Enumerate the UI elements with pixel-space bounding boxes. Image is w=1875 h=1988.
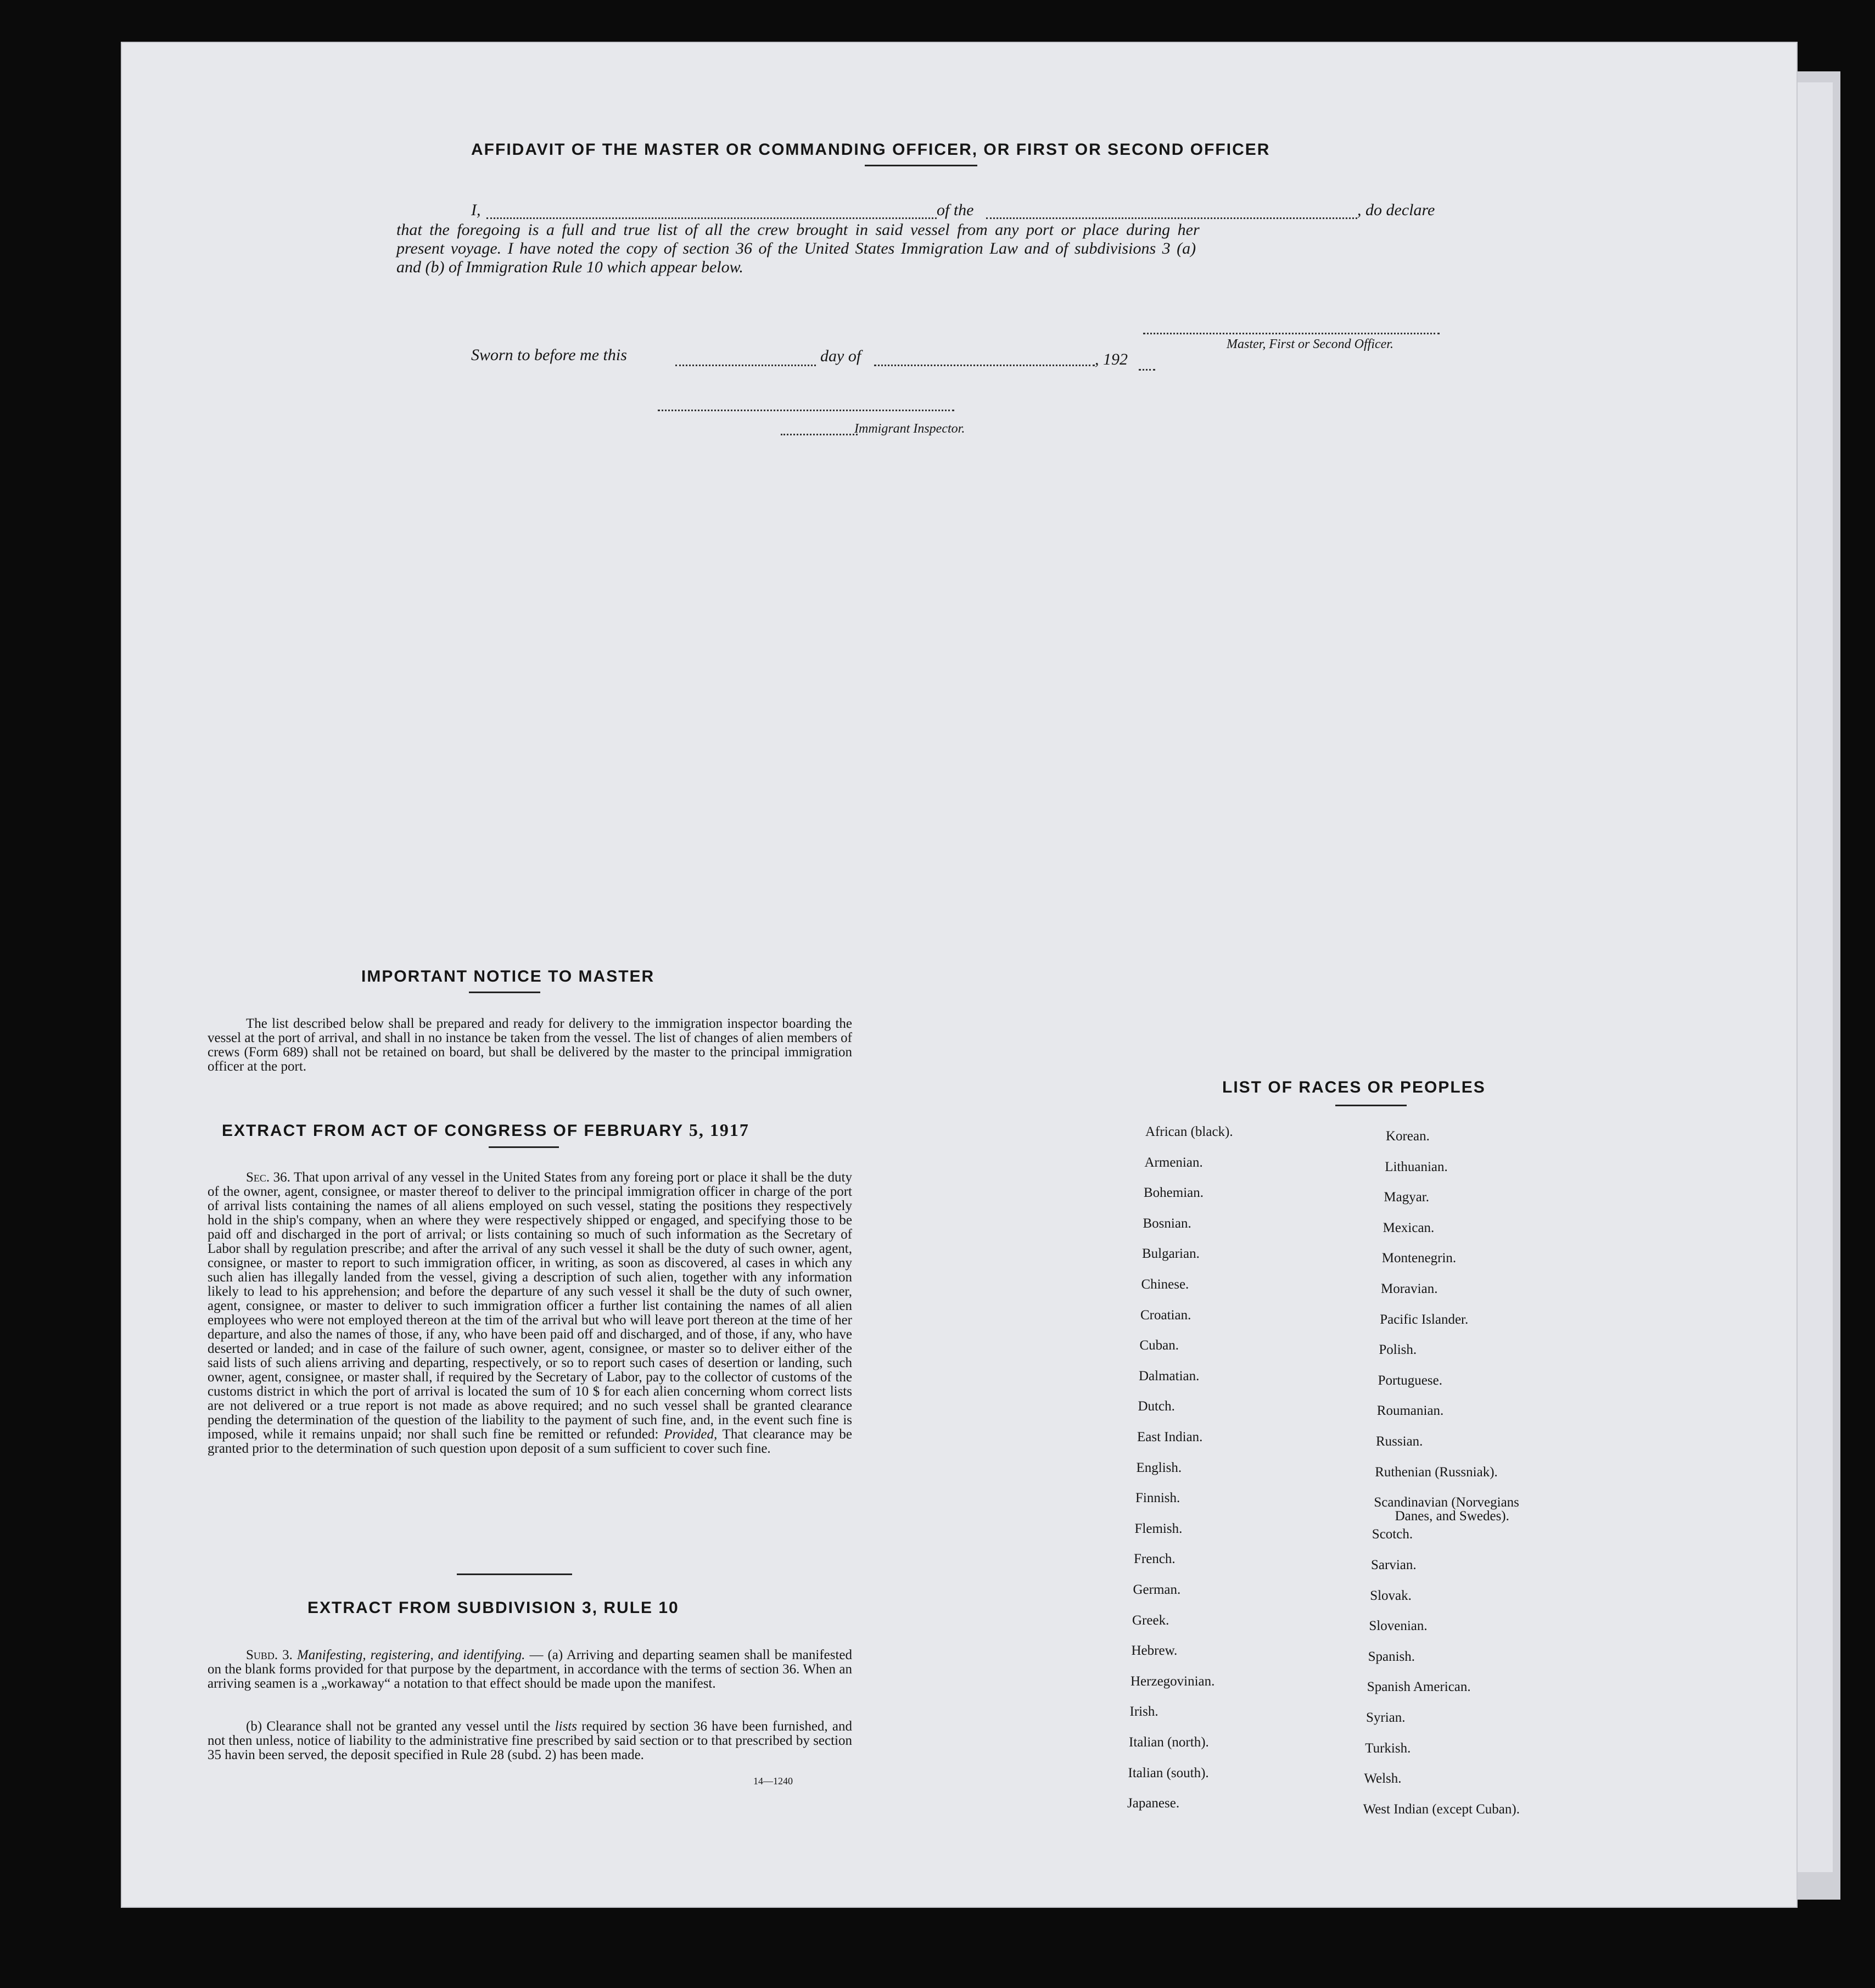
race-item: German.: [1133, 1582, 1181, 1597]
races-title: LIST OF RACES OR PEOPLES: [1222, 1078, 1486, 1096]
act-extract-text: [208, 1171, 852, 1456]
race-item: African (black).: [1145, 1124, 1233, 1139]
act-title-date: 5, 1917: [689, 1120, 749, 1140]
race-item: Spanish American.: [1367, 1679, 1471, 1695]
section-body: That upon arrival of any vessel in the United States from any foreing port or place it shall be the duty of the owner, agent, consignee, or master thereof to deliver to the principal immigration officer in charge of the port of arrival lists containing the names of all aliens employed on such vessel, stating the positions they respectively hold in the ship's company, when an where they were respectively shipped or engaged, and specifying those to be paid off and discharged in the port of arrival; or lists containing so much of such information as the Secretary of Labor shall by regulation prescribe; and after the arrival of any such vessel it shall be the duty of such owner, agent, consignee, or master to report to such immigration officer, in writing, as soon as discovered, al cases in which any such alien has illegally landed from the vessel, giving a description of such alien, together with any information likely to lead to his apprehension; and before the departure of any such vessel it shall be the duty of such owner, agent, consignee, or master to deliver to such immigration officer a further list containing the names of all alien employees who were not employed thereon at the tim of the arrival but who will leave port thereon at the time of her departure, and also the names of those, if any, who have been paid off and discharged, and of those, if any, who have deserted or landed; and in case of the failure of such owner, agent, consignee, or master so to deliver either of the said lists of such aliens arriving and departing, respectively, or so to report such cases of desertion or landing, such owner, agent, consignee, or master shall, if required by the Secretary of Labor, pay to the collector of customs of the customs district in which the port of arrival is located the sum of 10 $ for each alien concerning whom correct lists are not delivered or a true report is not made as above required; and no such vessel shall be granted clearance pending the determination of the question of the liability to the payment of such fine, and, in the event such fine is imposed, while it remains unpaid; nor shall such fine be remitted or refunded:: [208, 1170, 852, 1442]
affidavit-title: AFFIDAVIT OF THE MASTER OR COMMANDING OFFICER, OR FIRST OR SECOND OFFICER: [471, 141, 1270, 159]
race-item: Slovenian.: [1369, 1619, 1428, 1634]
subd-label: Subd. 3.: [246, 1648, 293, 1662]
provided-label: Provided,: [664, 1427, 718, 1442]
race-item: French.: [1134, 1552, 1176, 1567]
act-end-divider: [457, 1573, 572, 1575]
day-blank[interactable]: [675, 365, 816, 366]
race-item: Croatian.: [1140, 1307, 1191, 1323]
year-label: , 192: [1095, 350, 1128, 368]
race-item: Dalmatian.: [1139, 1368, 1200, 1384]
race-item: West Indian (except Cuban).: [1363, 1801, 1520, 1817]
race-item: Japanese.: [1127, 1796, 1180, 1811]
notice-title: IMPORTANT NOTICE TO MASTER: [361, 967, 655, 985]
affidavit-line-1: that the foregoing is a full and true list of all the crew brought in said vessel from any port or place during her: [396, 221, 1200, 239]
race-item: Finnish.: [1135, 1491, 1180, 1506]
section-body-end: That clearance may be granted prior to the determination of such question upon deposit of a sum sufficient to cover such fine.: [208, 1427, 852, 1456]
rule-extract-text-b: [208, 1720, 852, 1762]
sworn-label: Sworn to before me this: [471, 346, 627, 364]
race-item: Lithuanian.: [1385, 1159, 1448, 1174]
race-item: Herzegovinian.: [1130, 1673, 1215, 1689]
notice-divider: [469, 992, 540, 993]
notice-text: The list described below shall be prepared and ready for delivery to the immigration inspector boarding the vessel at the port of arrival, and shall in no instance be taken from the vessel. The list of changes of alien members of crews (Form 689) shall not be retained on board, but shall be delivered by the master to the principal immigration officer at the port.: [208, 1016, 852, 1074]
affidavit-line-2: present voyage. I have noted the copy of section 36 of the United States Immigration Law and of subdivisions 3 (a): [396, 239, 1196, 257]
race-item: Montenegrin.: [1381, 1251, 1457, 1266]
race-item: Polish.: [1379, 1342, 1417, 1358]
race-item: Bulgarian.: [1142, 1246, 1200, 1262]
inspector-signature-line[interactable]: [658, 410, 954, 411]
document-page: [122, 43, 1796, 1907]
para-a: — (a) Arriving and departing seamen shall be manifested on the blank forms provided for that purpose by the department, in accordance with the terms of section 36. When an arriving seamen is a „workaway“ a notation to that effect should be made upon the manifest.: [208, 1648, 853, 1691]
i-label: I,: [471, 201, 481, 219]
race-item: Spanish.: [1368, 1649, 1415, 1664]
race-item: Cuban.: [1139, 1338, 1179, 1353]
name-blank: [486, 217, 937, 219]
subd-heading: Manifesting, registering, and identifying.: [296, 1648, 525, 1662]
year-blank[interactable]: [1139, 369, 1155, 371]
race-item: Bosnian.: [1143, 1216, 1191, 1231]
race-item: Hebrew.: [1131, 1643, 1178, 1659]
officer-signature-caption: Master, First or Second Officer.: [1227, 337, 1393, 351]
race-item: Mexican.: [1383, 1220, 1435, 1235]
race-item: Italian (north).: [1129, 1735, 1209, 1750]
section-label: Sec. 36.: [246, 1170, 290, 1185]
race-item: Pacific Islander.: [1380, 1312, 1469, 1327]
races-divider: [1335, 1105, 1407, 1106]
race-item: Chinese.: [1141, 1277, 1189, 1292]
race-item: Armenian.: [1144, 1155, 1203, 1170]
race-item: Korean.: [1386, 1129, 1430, 1144]
vessel-blank: [986, 217, 1357, 219]
race-item: Roumanian.: [1376, 1403, 1444, 1419]
race-item: Magyar.: [1384, 1190, 1430, 1205]
race-item: Moravian.: [1381, 1281, 1438, 1296]
affidavit-line-3: and (b) of Immigration Rule 10 which appear below.: [396, 258, 743, 276]
race-item: Portuguese.: [1378, 1373, 1442, 1388]
race-item: Russian.: [1376, 1434, 1423, 1449]
form-number: 14—1240: [753, 1776, 793, 1787]
race-item: Welsh.: [1364, 1771, 1402, 1787]
race-item: English.: [1136, 1460, 1182, 1475]
race-item: Sarvian.: [1371, 1558, 1417, 1572]
rule-extract-title: EXTRACT FROM SUBDIVISION 3, RULE 10: [307, 1599, 679, 1617]
race-item: Syrian.: [1366, 1710, 1406, 1725]
race-item: Dutch.: [1138, 1399, 1175, 1414]
race-item: Greek.: [1132, 1612, 1169, 1628]
race-item: Turkish.: [1365, 1740, 1411, 1756]
race-item: Flemish.: [1134, 1521, 1183, 1536]
race-item: Danes, and Swedes).: [1395, 1508, 1509, 1524]
race-item: Bohemian.: [1144, 1185, 1204, 1201]
officer-signature-line[interactable]: [1143, 333, 1440, 334]
act-extract-title: [222, 1120, 749, 1140]
race-item: Irish.: [1129, 1704, 1158, 1720]
para-b-lists: lists: [555, 1719, 577, 1734]
title-divider: [865, 165, 977, 166]
month-blank[interactable]: [874, 365, 1095, 366]
para-b-end: required by section 36 have been furnished, and not then unless, notice of liability to the administrative fine prescribed by said section or to that prescribed by section 35 havin been served, the deposit specified in Rule 28 (subd. 2) has been made.: [208, 1719, 853, 1762]
act-title-divider: [489, 1146, 559, 1148]
act-title-text: EXTRACT FROM ACT OF CONGRESS OF FEBRUARY: [222, 1122, 689, 1140]
of-the-label: of the: [937, 201, 974, 219]
inspector-caption: Immigrant Inspector.: [854, 422, 965, 436]
race-item: East Indian.: [1137, 1430, 1203, 1444]
inspector-caption-lead: [781, 434, 858, 435]
day-of-label: day of: [820, 347, 861, 365]
para-b-start: (b) Clearance shall not be granted any vessel until the: [246, 1719, 551, 1734]
race-item: Scandinavian (Norvegians: [1374, 1495, 1519, 1510]
do-declare: , do declare: [1357, 201, 1435, 219]
race-item: Ruthenian (Russniak).: [1375, 1464, 1498, 1480]
race-item: Italian (south).: [1128, 1765, 1209, 1780]
rule-extract-text: [208, 1648, 852, 1691]
race-item: Slovak.: [1370, 1588, 1412, 1603]
race-item: Scotch.: [1372, 1527, 1413, 1542]
